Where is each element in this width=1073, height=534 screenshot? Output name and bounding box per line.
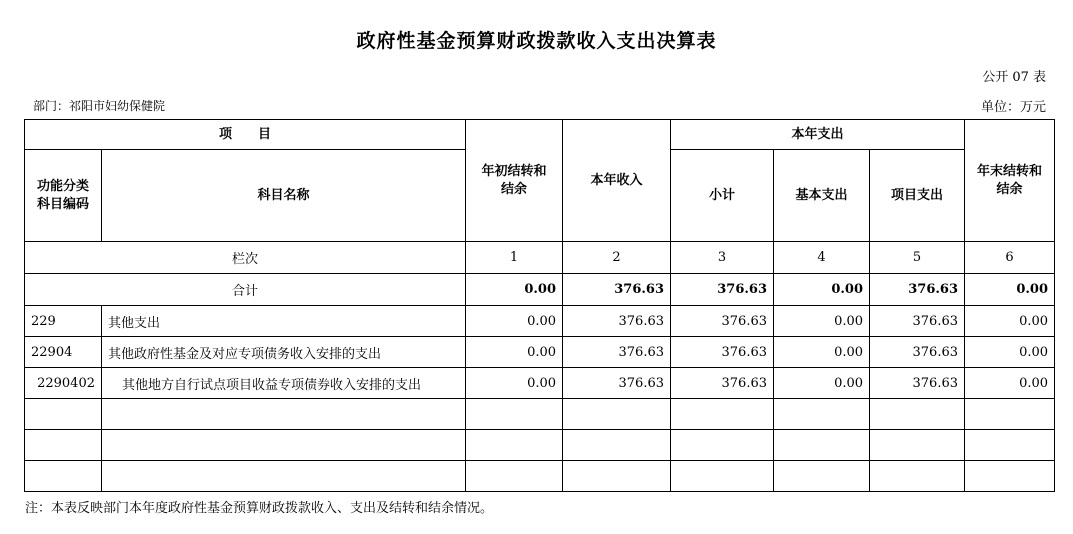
- budget-table: [24, 119, 1055, 492]
- header-row-1: [25, 120, 1055, 150]
- value-cell: 0.00: [774, 337, 870, 368]
- header-subtotal: 小计: [671, 150, 774, 242]
- header-code: 功能分类 科目编码: [25, 150, 102, 242]
- form-number: 公开 07 表: [982, 70, 1046, 85]
- report-title: 政府性基金预算财政拨款收入支出决算表: [356, 30, 717, 52]
- total-cell: 0.00: [774, 274, 870, 306]
- total-cell: 376.63: [870, 274, 965, 306]
- empty-row: [25, 430, 1055, 461]
- column-index-cell: 4: [774, 242, 870, 274]
- unit-label: 单位：万元: [980, 100, 1046, 115]
- subject-name: 其他地方自行试点项目收益专项债券收入安排的支出: [102, 368, 466, 399]
- value-cell: 376.63: [563, 368, 671, 399]
- table-row: [25, 337, 1055, 368]
- empty-row: [25, 399, 1055, 430]
- column-index-cell: 3: [671, 242, 774, 274]
- value-cell: 376.63: [870, 337, 965, 368]
- department-label: 部门：祁阳市妇幼保健院: [33, 99, 166, 113]
- header-subject-name: 科目名称: [102, 150, 466, 242]
- column-index-cell: 1: [466, 242, 563, 274]
- value-cell: 376.63: [870, 368, 965, 399]
- column-index-row: [25, 242, 1055, 274]
- subject-code: 2290402: [25, 368, 102, 399]
- header-current-expense: 本年支出: [671, 120, 965, 150]
- value-cell: 376.63: [563, 337, 671, 368]
- value-cell: 0.00: [466, 337, 563, 368]
- column-index-cell: 5: [870, 242, 965, 274]
- subject-code: 229: [25, 306, 102, 337]
- value-cell: 0.00: [965, 337, 1055, 368]
- header-item: 项 目: [25, 120, 466, 150]
- header-basic: 基本支出: [774, 150, 870, 242]
- value-cell: 376.63: [671, 337, 774, 368]
- total-cell: 376.63: [563, 274, 671, 306]
- column-index-label: 栏次: [25, 242, 466, 274]
- total-cell: 0.00: [965, 274, 1055, 306]
- footnote: 注：本表反映部门本年度政府性基金预算财政拨款收入、支出及结转和结余情况。: [25, 501, 494, 516]
- header-current-income: 本年收入: [563, 120, 671, 242]
- header-project: 项目支出: [870, 150, 965, 242]
- value-cell: 0.00: [965, 368, 1055, 399]
- empty-row: [25, 461, 1055, 492]
- table-row: [25, 368, 1055, 399]
- total-cell: 376.63: [671, 274, 774, 306]
- value-cell: 376.63: [671, 306, 774, 337]
- value-cell: 376.63: [563, 306, 671, 337]
- subject-code: 22904: [25, 337, 102, 368]
- column-index-cell: 6: [965, 242, 1055, 274]
- value-cell: 0.00: [965, 306, 1055, 337]
- value-cell: 376.63: [671, 368, 774, 399]
- value-cell: 0.00: [774, 368, 870, 399]
- value-cell: 0.00: [774, 306, 870, 337]
- column-index-cell: 2: [563, 242, 671, 274]
- total-row: [25, 274, 1055, 306]
- value-cell: 376.63: [870, 306, 965, 337]
- header-begin-balance: 年初结转和 结余: [466, 120, 563, 242]
- table-row: [25, 306, 1055, 337]
- total-label: 合计: [25, 274, 466, 306]
- value-cell: 0.00: [466, 306, 563, 337]
- subject-name: 其他政府性基金及对应专项债务收入安排的支出: [102, 337, 466, 368]
- header-end-balance: 年末结转和 结余: [965, 120, 1055, 242]
- value-cell: 0.00: [466, 368, 563, 399]
- subject-name: 其他支出: [102, 306, 466, 337]
- total-cell: 0.00: [466, 274, 563, 306]
